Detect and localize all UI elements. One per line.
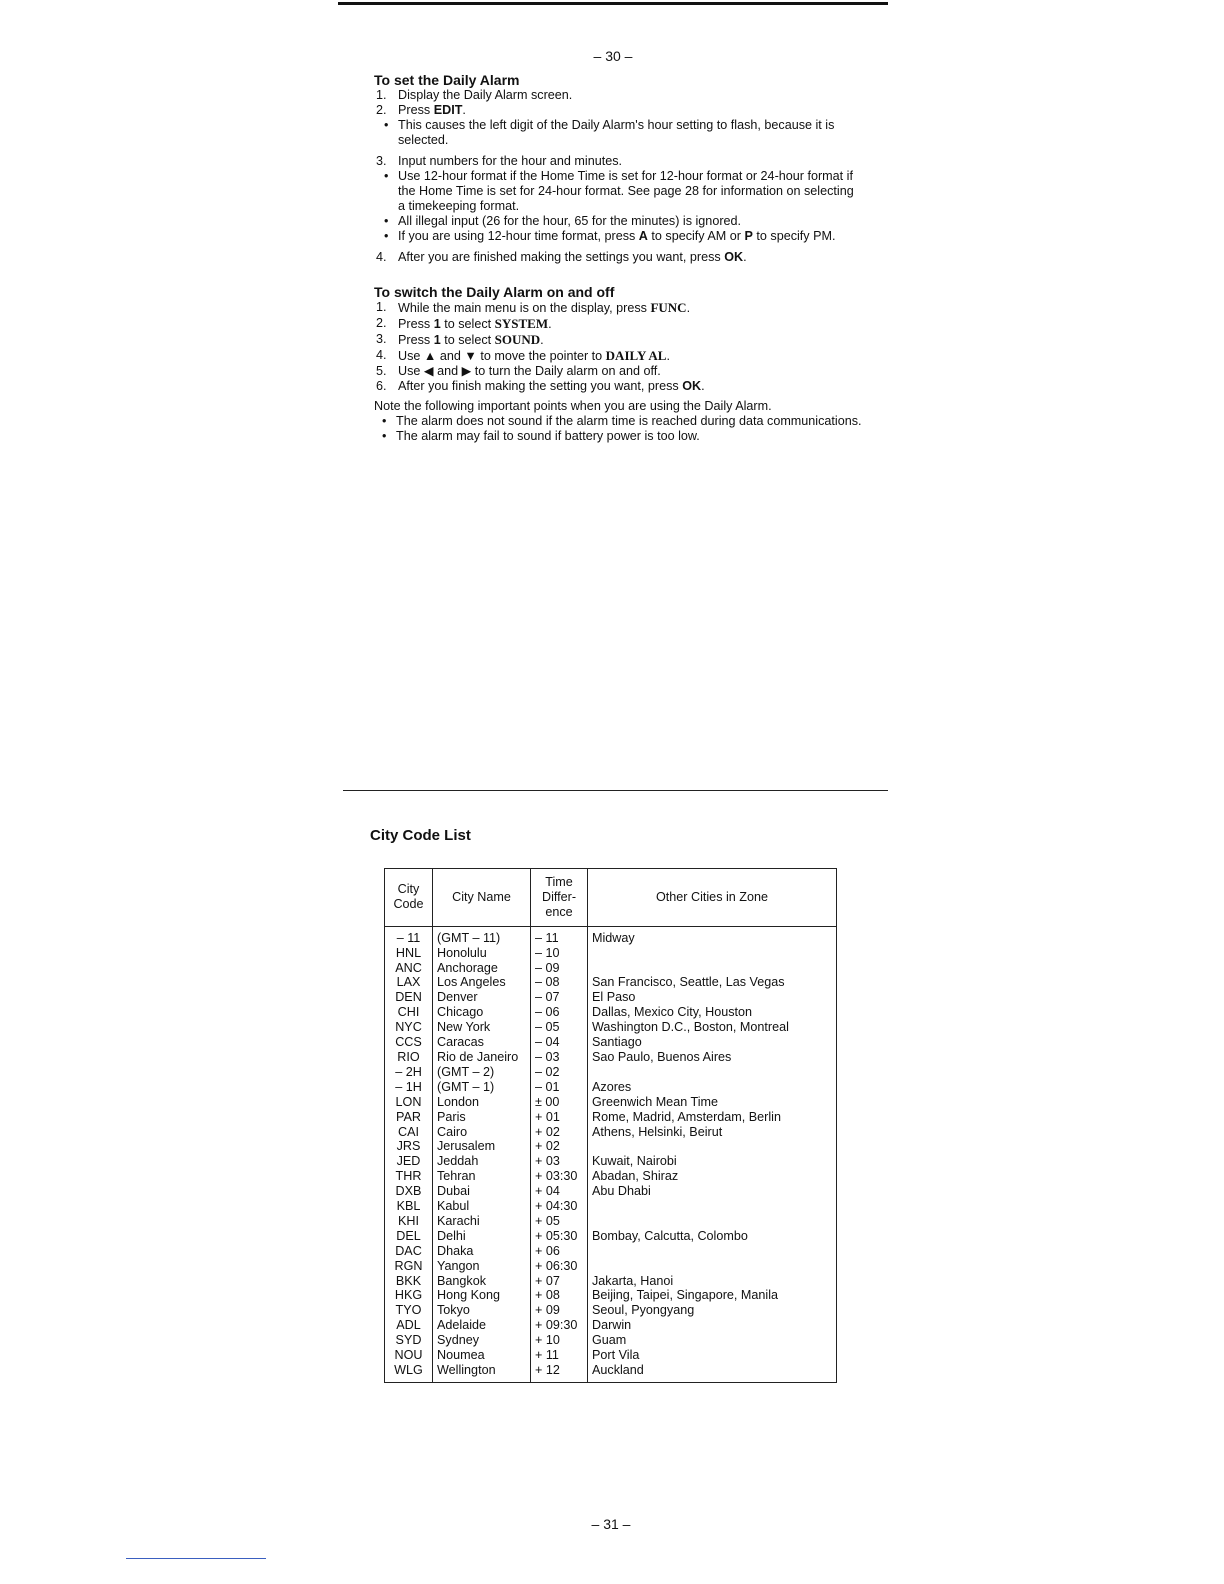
cell-other: Washington D.C., Boston, Montreal — [588, 1020, 837, 1035]
cell-name: London — [433, 1095, 531, 1110]
table-row — [385, 975, 837, 990]
cell-code: TYO — [395, 1303, 422, 1318]
cell-code: SYD — [395, 1333, 422, 1348]
section-set-daily-alarm — [374, 72, 864, 265]
heading-set-daily-alarm: To set the Daily Alarm — [374, 72, 520, 88]
cell-name: Chicago — [433, 1005, 531, 1020]
cell-diff: – 11 — [531, 926, 588, 945]
city-code-list-title: City Code List — [370, 827, 471, 844]
cell-name: Hong Kong — [433, 1288, 531, 1303]
cell-code: CCS — [395, 1035, 422, 1050]
page-number-bottom: – 31 – — [591, 1516, 631, 1532]
cell-other: Azores — [588, 1080, 837, 1095]
table-row — [385, 1005, 837, 1020]
cell-other: Midway — [588, 926, 837, 945]
cell-diff: – 07 — [531, 990, 588, 1005]
cell-code: JED — [396, 1154, 421, 1169]
cell-other — [588, 1065, 837, 1080]
table-row — [385, 1035, 837, 1050]
cell-diff: + 02 — [531, 1139, 588, 1154]
table-row — [385, 1229, 837, 1244]
cell-code: KHI — [398, 1213, 419, 1228]
cell-other: Abu Dhabi — [588, 1184, 837, 1199]
cell-name: (GMT – 1) — [433, 1080, 531, 1095]
cell-diff: + 04 — [531, 1184, 588, 1199]
table-row — [385, 1348, 837, 1363]
table-row — [385, 1125, 837, 1140]
cell-diff: – 09 — [531, 961, 588, 976]
key-ok: OK — [724, 250, 744, 264]
cell-other: Santiago — [588, 1035, 837, 1050]
cell-other: Athens, Helsinki, Beirut — [588, 1125, 837, 1140]
table-row — [385, 1184, 837, 1199]
cell-other: Port Vila — [588, 1348, 837, 1363]
cell-name: (GMT – 11) — [433, 926, 531, 945]
table-row — [385, 990, 837, 1005]
cell-other — [588, 1139, 837, 1154]
cell-diff: – 06 — [531, 1005, 588, 1020]
cell-other: Beijing, Taipei, Singapore, Manila — [588, 1288, 837, 1303]
cell-name: Bangkok — [433, 1274, 531, 1289]
cell-other: Sao Paulo, Buenos Aires — [588, 1050, 837, 1065]
cell-diff: + 12 — [531, 1363, 588, 1382]
step-3-bullet-format: • Use 12-hour format if the Home Time is set for 12-hour format or 24-hour format if the Home Time is set for 24-hour format. See page 28 for information on selecting a timekeeping format. — [374, 169, 864, 214]
cell-code: DAC — [395, 1243, 422, 1258]
cell-diff: + 01 — [531, 1110, 588, 1125]
cell-diff: – 01 — [531, 1080, 588, 1095]
right-arrow-icon: ▶ — [461, 364, 472, 378]
cell-name: Tehran — [433, 1169, 531, 1184]
table-row — [385, 926, 837, 945]
cell-name: Jerusalem — [433, 1139, 531, 1154]
table-row — [385, 961, 837, 976]
switch-step-2: 2. Press 1 to select SYSTEM. — [376, 316, 552, 331]
cell-code: – 2H — [395, 1064, 422, 1079]
cell-code: WLG — [394, 1363, 423, 1377]
cell-diff: ± 00 — [531, 1095, 588, 1110]
step-3-bullet-ampm: • If you are using 12-hour time format, press A to specify AM or P to specify PM. — [374, 229, 864, 244]
cell-code: LAX — [396, 975, 421, 990]
table-row — [385, 1154, 837, 1169]
cell-name: Caracas — [433, 1035, 531, 1050]
cell-code: KBL — [396, 1199, 421, 1214]
cell-code: PAR — [396, 1109, 421, 1124]
cell-name: Honolulu — [433, 946, 531, 961]
table-row — [385, 1244, 837, 1259]
cell-code: HNL — [395, 945, 422, 960]
heading-switch-daily-alarm: To switch the Daily Alarm on and off — [374, 284, 615, 300]
switch-step-5: 5. Use ◀ and ▶ to turn the Daily alarm on and off. — [376, 364, 661, 378]
cell-diff: – 03 — [531, 1050, 588, 1065]
cell-name: Sydney — [433, 1333, 531, 1348]
cell-other: Kuwait, Nairobi — [588, 1154, 837, 1169]
table-row — [385, 1214, 837, 1229]
section-switch-daily-alarm — [374, 284, 864, 444]
note-text: Note the following important points when you are using the Daily Alarm. — [374, 399, 772, 413]
up-arrow-icon: ▲ — [423, 349, 437, 363]
cell-name: Kabul — [433, 1199, 531, 1214]
cell-diff: + 04:30 — [531, 1199, 588, 1214]
cell-code: CHI — [397, 1005, 420, 1020]
note-bullet-communication: • The alarm does not sound if the alarm time is reached during data communications. — [374, 414, 864, 429]
key-func: FUNC — [650, 300, 687, 315]
cell-other: Jakarta, Hanoi — [588, 1274, 837, 1289]
key-ok-2: OK — [682, 379, 702, 393]
table-row — [385, 1020, 837, 1035]
switch-step-4: 4. Use ▲ and ▼ to move the pointer to DAILY AL. — [376, 348, 670, 363]
step-1: 1. Display the Daily Alarm screen. — [376, 88, 573, 102]
cell-diff: + 09 — [531, 1303, 588, 1318]
cell-code: NOU — [394, 1348, 423, 1363]
top-rule — [338, 2, 888, 5]
cell-other — [588, 1244, 837, 1259]
cell-diff: + 03 — [531, 1154, 588, 1169]
table-row — [385, 1303, 837, 1318]
cell-other — [588, 1214, 837, 1229]
cell-name: Wellington — [433, 1363, 531, 1382]
cell-code: DEL — [396, 1228, 421, 1243]
cell-code: LON — [395, 1094, 422, 1109]
cell-other — [588, 1199, 837, 1214]
cell-other: El Paso — [588, 990, 837, 1005]
header-other-cities: Other Cities in Zone — [588, 869, 837, 927]
cell-diff: + 10 — [531, 1333, 588, 1348]
cell-other: Greenwich Mean Time — [588, 1095, 837, 1110]
bottom-rule — [126, 1558, 266, 1559]
header-city-name: City Name — [433, 869, 531, 927]
cell-other: San Francisco, Seattle, Las Vegas — [588, 975, 837, 990]
menu-daily-al: DAILY AL — [605, 348, 667, 363]
city-code-table — [384, 868, 837, 1383]
step-3-bullet-illegal: • All illegal input (26 for the hour, 65 for the minutes) is ignored. — [374, 214, 864, 229]
cell-code: ADL — [396, 1318, 421, 1333]
table-row — [385, 1095, 837, 1110]
cell-diff: + 07 — [531, 1274, 588, 1289]
cell-name: Anchorage — [433, 961, 531, 976]
switch-step-3: 3. Press 1 to select SOUND. — [376, 332, 544, 347]
menu-system: SYSTEM — [494, 316, 549, 331]
table-row — [385, 1363, 837, 1382]
key-edit: EDIT — [433, 103, 463, 117]
cell-name: Tokyo — [433, 1303, 531, 1318]
city-code-table-body — [385, 926, 837, 1382]
cell-other: Auckland — [588, 1363, 837, 1382]
step-4: 4. After you are finished making the settings you want, press OK. — [376, 250, 747, 264]
cell-diff: – 05 — [531, 1020, 588, 1035]
cell-name: Jeddah — [433, 1154, 531, 1169]
header-time-difference: Time Differ- ence — [531, 869, 588, 927]
table-row — [385, 1139, 837, 1154]
step-3: 3. Input numbers for the hour and minutes. • Use 12-hour format if the Home Time is set for 12-hour format or 24-hour format if the Home Time is set for 24-hour format. See page 28 for information on selecting a timekeeping format. • All illegal input (26 for the hour, 65 for the minutes) is ignored. • If you are using 12-hour time format, press A to specify AM or P to specify PM. — [374, 154, 864, 244]
cell-diff: – 08 — [531, 975, 588, 990]
table-row — [385, 1110, 837, 1125]
cell-name: Adelaide — [433, 1318, 531, 1333]
cell-name: New York — [433, 1020, 531, 1035]
cell-name: Denver — [433, 990, 531, 1005]
cell-code: DXB — [395, 1184, 422, 1199]
table-header-row — [385, 869, 837, 927]
cell-code: CAI — [398, 1124, 419, 1139]
cell-diff: + 06 — [531, 1244, 588, 1259]
cell-name: Delhi — [433, 1229, 531, 1244]
cell-code: ANC — [395, 960, 422, 975]
cell-other: Abadan, Shiraz — [588, 1169, 837, 1184]
table-row — [385, 1259, 837, 1274]
down-arrow-icon: ▼ — [464, 349, 477, 363]
cell-diff: – 10 — [531, 946, 588, 961]
cell-diff: + 03:30 — [531, 1169, 588, 1184]
cell-diff: – 02 — [531, 1065, 588, 1080]
step-2: 2. Press EDIT. • This causes the left digit of the Daily Alarm's hour setting to flash, because it is selected. — [374, 103, 864, 148]
switch-step-6: 6. After you finish making the setting you want, press OK. — [376, 379, 705, 393]
page-number-top: – 30 – — [593, 48, 633, 64]
cell-diff: + 11 — [531, 1348, 588, 1363]
switch-step-1: 1. While the main menu is on the display, press FUNC. — [376, 300, 691, 315]
table-row — [385, 1080, 837, 1095]
cell-other: Darwin — [588, 1318, 837, 1333]
cell-diff: + 02 — [531, 1125, 588, 1140]
cell-code: RIO — [397, 1049, 420, 1064]
cell-diff: + 05 — [531, 1214, 588, 1229]
cell-other — [588, 946, 837, 961]
cell-other — [588, 961, 837, 976]
cell-diff: + 09:30 — [531, 1318, 588, 1333]
cell-code: BKK — [395, 1273, 422, 1288]
cell-diff: + 06:30 — [531, 1259, 588, 1274]
table-row — [385, 1274, 837, 1289]
cell-code: – 11 — [396, 930, 421, 945]
table-row — [385, 1065, 837, 1080]
cell-name: Cairo — [433, 1125, 531, 1140]
table-row — [385, 1169, 837, 1184]
cell-code: THR — [395, 1169, 422, 1184]
cell-name: Paris — [433, 1110, 531, 1125]
cell-code: JRS — [396, 1139, 421, 1154]
cell-name: (GMT – 2) — [433, 1065, 531, 1080]
note-bullet-battery: • The alarm may fail to sound if battery power is too low. — [374, 429, 864, 444]
cell-other: Bombay, Calcutta, Colombo — [588, 1229, 837, 1244]
cell-name: Rio de Janeiro — [433, 1050, 531, 1065]
table-row — [385, 1050, 837, 1065]
menu-sound: SOUND — [494, 332, 541, 347]
cell-code: – 1H — [395, 1079, 422, 1094]
cell-name: Noumea — [433, 1348, 531, 1363]
cell-code: RGN — [394, 1258, 423, 1273]
header-city-code: City Code — [385, 869, 433, 927]
cell-other: Dallas, Mexico City, Houston — [588, 1005, 837, 1020]
table-row — [385, 1288, 837, 1303]
cell-code: DEN — [395, 990, 422, 1005]
cell-name: Dhaka — [433, 1244, 531, 1259]
cell-other: Rome, Madrid, Amsterdam, Berlin — [588, 1110, 837, 1125]
cell-other — [588, 1259, 837, 1274]
cell-diff: – 04 — [531, 1035, 588, 1050]
cell-name: Los Angeles — [433, 975, 531, 990]
cell-code: HKG — [394, 1288, 423, 1303]
table-row — [385, 946, 837, 961]
cell-other: Seoul, Pyongyang — [588, 1303, 837, 1318]
cell-code: NYC — [395, 1020, 422, 1035]
table-row — [385, 1318, 837, 1333]
cell-name: Yangon — [433, 1259, 531, 1274]
cell-name: Dubai — [433, 1184, 531, 1199]
cell-diff: + 08 — [531, 1288, 588, 1303]
cell-diff: + 05:30 — [531, 1229, 588, 1244]
step-2-bullet: • This causes the left digit of the Daily Alarm's hour setting to flash, because it is selected. — [374, 118, 864, 148]
table-row — [385, 1199, 837, 1214]
table-row — [385, 1333, 837, 1348]
cell-other: Guam — [588, 1333, 837, 1348]
left-arrow-icon: ◀ — [423, 364, 434, 378]
page-divider — [343, 790, 888, 791]
cell-name: Karachi — [433, 1214, 531, 1229]
